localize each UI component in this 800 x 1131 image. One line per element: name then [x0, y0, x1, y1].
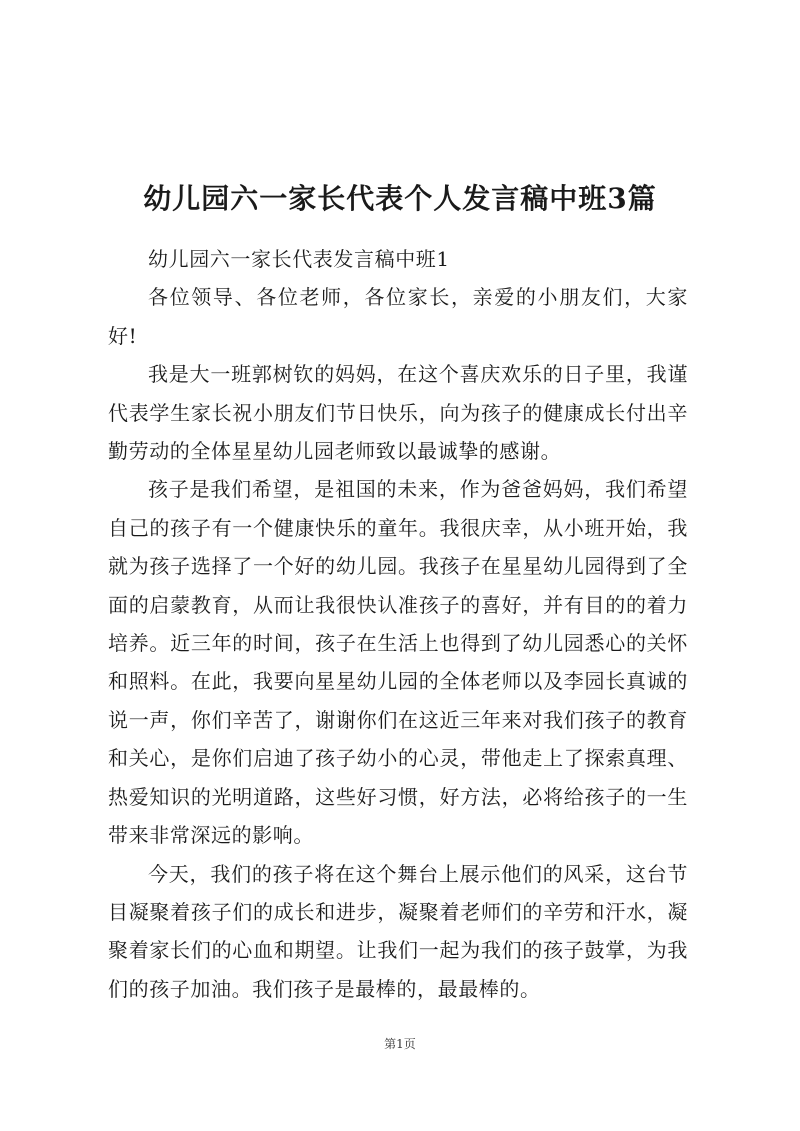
document-title: 幼儿园六一家长代表个人发言稿中班3篇: [143, 181, 657, 215]
document-body: [108, 240, 688, 1008]
paragraph-greeting: 各位领导、各位老师，各位家长，亲爱的小朋友们，大家好!: [108, 285, 688, 348]
page-number: 第1页: [384, 1037, 416, 1051]
paragraph-closing: 今天，我们的孩子将在这个舞台上展示他们的风采，这台节目凝聚着孩子们的成长和进步，凝聚着老师们的辛劳和汗水，凝聚着家长们的心血和期望。让我们一起为我们的孩子鼓掌，为我们的孩子加油。我们孩子是最棒的，最最棒的。: [108, 861, 688, 1001]
section-heading: 幼儿园六一家长代表发言稿中班1: [148, 247, 450, 271]
paragraph-introduction: 我是大一班郭树钦的妈妈，在这个喜庆欢乐的日子里，我谨代表学生家长祝小朋友们节日快乐，向为孩子的健康成长付出辛勤劳动的全体星星幼儿园老师致以最诚挚的感谢。: [108, 362, 688, 464]
paragraph-gratitude: 孩子是我们希望，是祖国的未来，作为爸爸妈妈，我们希望自己的孩子有一个健康快乐的童年。我很庆幸，从小班开始，我就为孩子选择了一个好的幼儿园。我孩子在星星幼儿园得到了全面的启蒙教育，从而让我很快认准孩子的喜好，并有目的的着力培养。近三年的时间，孩子在生活上也得到了幼儿园悉心的关怀和照料。在此，我要向星星幼儿园的全体老师以及李园长真诚的说一声，你们辛苦了，谢谢你们在这近三年来对我们孩子的教育和关心，是你们启迪了孩子幼小的心灵，带他走上了探索真理、热爱知识的光明道路，这些好习惯，好方法，必将给孩子的一生带来非常深远的影响。: [108, 477, 688, 848]
